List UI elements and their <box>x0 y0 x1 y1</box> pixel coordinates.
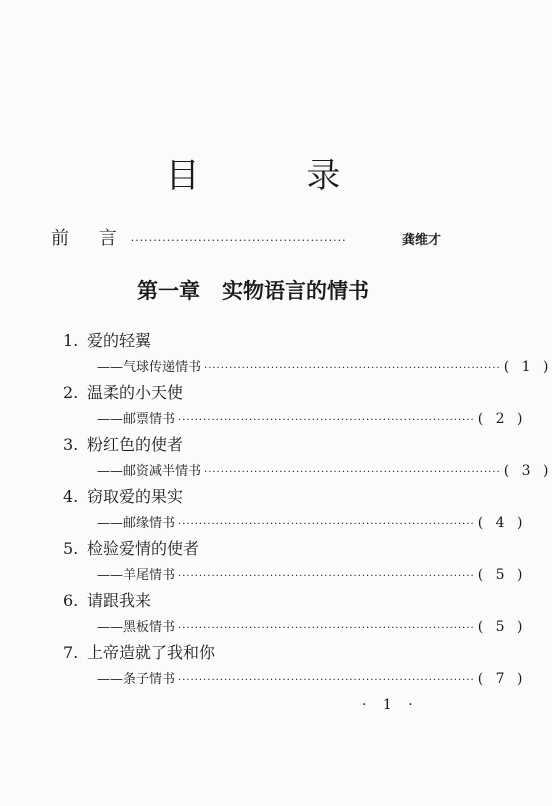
entry-subtitle-line <box>63 456 552 486</box>
entry-title-text: 温柔的小天使 <box>87 383 184 402</box>
preface-leader-dots: ················································ <box>130 234 347 247</box>
entry-number: 1. <box>63 331 79 350</box>
entry-subtitle: 邮资减半情书 <box>123 464 202 479</box>
preface-label: 前 言 <box>51 228 129 249</box>
entry-dash: —— <box>97 672 123 687</box>
entry-title-text: 检验爱情的使者 <box>87 539 200 558</box>
entry-leader-dots: ······································································· <box>178 623 475 634</box>
entry-subtitle: 邮票情书 <box>123 412 176 427</box>
toc-list <box>63 330 552 694</box>
entry-page-number: ( 3 ) <box>503 463 552 479</box>
entry-subtitle: 气球传递情书 <box>123 360 202 375</box>
entry-title <box>63 486 435 508</box>
entry-dash: —— <box>97 516 123 531</box>
toc-entry <box>63 590 527 642</box>
entry-subtitle-line <box>63 404 527 434</box>
toc-entry <box>63 486 527 538</box>
entry-subtitle: 邮缘情书 <box>123 516 176 531</box>
toc-entry <box>63 382 527 434</box>
entry-page-number: ( 5 ) <box>477 567 527 583</box>
toc-entry <box>63 538 527 590</box>
entry-leader-dots: ······································································· <box>178 519 475 530</box>
chapter-heading <box>0 275 506 305</box>
entry-page-number: ( 1 ) <box>503 359 552 375</box>
entry-page-number: ( 7 ) <box>477 671 527 687</box>
entry-title-text: 粉红色的使者 <box>87 435 184 454</box>
preface-entry <box>51 224 441 250</box>
chapter-title: 实物语言的情书 <box>222 278 369 303</box>
entry-dash: —— <box>97 568 123 583</box>
entry-title <box>63 590 435 612</box>
entry-number: 7. <box>63 643 79 662</box>
entry-title <box>63 330 435 352</box>
entry-title-text: 上帝造就了我和你 <box>87 643 216 662</box>
preface-author: 龚维才 <box>401 233 441 248</box>
entry-dash: —— <box>97 412 123 427</box>
entry-title-text: 窃取爱的果实 <box>87 487 184 506</box>
entry-leader-dots: ······································································· <box>204 467 501 478</box>
entry-subtitle: 黑板情书 <box>123 620 176 635</box>
toc-entry <box>63 434 552 486</box>
entry-dash: —— <box>97 360 123 375</box>
entry-title-text: 爱的轻翼 <box>87 331 152 350</box>
entry-title <box>63 538 435 560</box>
entry-number: 2. <box>63 383 79 402</box>
entry-number: 4. <box>63 487 79 506</box>
page-folio: · 1 · <box>362 697 419 713</box>
entry-title <box>63 382 435 404</box>
toc-entry <box>63 642 527 694</box>
entry-leader-dots: ······································································· <box>204 363 501 374</box>
entry-dash: —— <box>97 620 123 635</box>
entry-dash: —— <box>97 464 123 479</box>
entry-title <box>63 434 435 456</box>
toc-entry <box>63 330 552 382</box>
entry-title <box>63 642 435 664</box>
chapter-number: 第一章 <box>137 278 200 303</box>
entry-leader-dots: ······································································· <box>178 675 475 686</box>
entry-subtitle-line <box>63 612 527 642</box>
entry-subtitle: 条子情书 <box>123 672 176 687</box>
entry-number: 5. <box>63 539 79 558</box>
entry-subtitle-line <box>63 508 527 538</box>
entry-leader-dots: ······································································· <box>178 415 475 426</box>
entry-subtitle-line <box>63 664 527 694</box>
entry-subtitle-line <box>63 560 527 590</box>
entry-page-number: ( 4 ) <box>477 515 527 531</box>
entry-page-number: ( 5 ) <box>477 619 527 635</box>
entry-page-number: ( 2 ) <box>477 411 527 427</box>
entry-number: 6. <box>63 591 79 610</box>
page-title: 目 录 <box>165 156 389 196</box>
entry-subtitle-line <box>63 352 552 382</box>
entry-title-text: 请跟我来 <box>87 591 152 610</box>
entry-leader-dots: ······································································· <box>178 571 475 582</box>
entry-subtitle: 羊尾情书 <box>123 568 176 583</box>
entry-number: 3. <box>63 435 79 454</box>
